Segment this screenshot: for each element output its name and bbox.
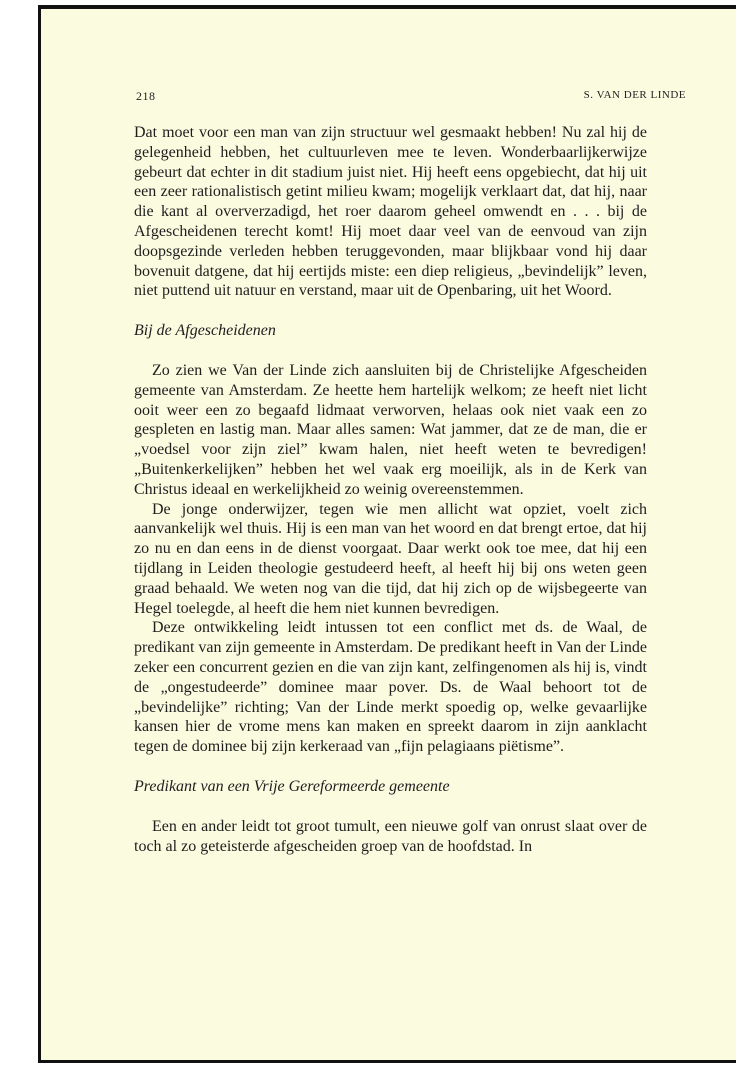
paragraph: De jonge onderwijzer, tegen wie men allicht wat opziet, voelt zich aanvankelijk wel thuis. Hij is een man van het woord en dat brengt ertoe, dat hij zo nu en dan eens in de dienst voorgaat. Daar werkt ook toe mee, dat hij een tijdlang in Leiden theologie gestudeerd heeft, al heeft hij bij ons weten geen graad behaald. We weten nog van die tijd, dat hij zich op de wijsbegeerte van Hegel toelegde, al heeft die hem niet kunnen bevredigen. <box>134 500 647 617</box>
paragraph: Een en ander leidt tot groot tumult, een nieuwe golf van onrust slaat over de toch al zo geteisterde afgescheiden groep van de hoofdstad. In <box>134 817 647 855</box>
page-number: 218 <box>136 89 156 103</box>
section-heading: Bij de Afgescheidenen <box>134 322 276 340</box>
paragraph: Zo zien we Van der Linde zich aansluiten bij de Christelijke Afgescheiden gemeente van Amsterdam. Ze heette hem hartelijk welkom; ze heeft niet licht ooit weer een zo begaafd lidmaat verworven, helaas ook niet vaak een zo gespleten en lastig man. Maar alles samen: Wat jammer, dat ze de man, die er „voedsel voor zijn ziel” kwam halen, niet heeft weten te bevredigen! „Buitenkerkelijken” hebben het wel vaak erg moeilijk, als in de Kerk van Christus ideaal en werkelijkheid zo weinig overeenstemmen. <box>134 361 647 498</box>
book-page <box>38 5 736 1063</box>
section-heading: Predikant van een Vrije Gereformeerde gemeente <box>134 777 450 795</box>
page-body <box>134 123 647 856</box>
paragraph: Deze ontwikkeling leidt intussen tot een conflict met ds. de Waal, de predikant van zijn gemeente in Amsterdam. De predikant heeft in Van der Linde zeker een concurrent gezien en die van zijn kant, zelfingenomen als hij is, vindt de „ongestudeerde” dominee maar pover. Ds. de Waal behoort tot de „bevindelijke” richting; Van der Linde merkt spoedig op, welke gevaarlijke kansen hier de vrome mens kan maken en spreekt daarom in zijn aanklacht tegen de dominee bij zijn kerkeraad van „fijn pelagiaans piëtisme”. <box>134 619 647 756</box>
paragraph: Dat moet voor een man van zijn structuur wel gesmaakt hebben! Nu zal hij de gelegenheid hebben, het cultuurleven mee te leven. Wonderbaarlijkerwijze gebeurt dat echter in dit stadium juist niet. Hij heeft eens opgebiecht, dat hij uit een zeer rationalistisch getint milieu kwam; mogelijk verklaart dat, dat hij, naar die kant al oververzadigd, het roer daarom geheel omwendt en . . . bij de Afgescheidenen terecht komt! Hij moet daar veel van de eenvoud van zijn doopsgezinde verleden hebben teruggevonden, maar blijkbaar vond hij daar bovenuit datgene, dat hij eertijds miste: een diep religieus, „bevindelijk” leven, niet puttend uit natuur en verstand, maar uit de Openbaring, uit het Woord. <box>134 124 647 300</box>
running-head-author: S. VAN DER LINDE <box>583 89 686 101</box>
running-header <box>136 89 686 104</box>
